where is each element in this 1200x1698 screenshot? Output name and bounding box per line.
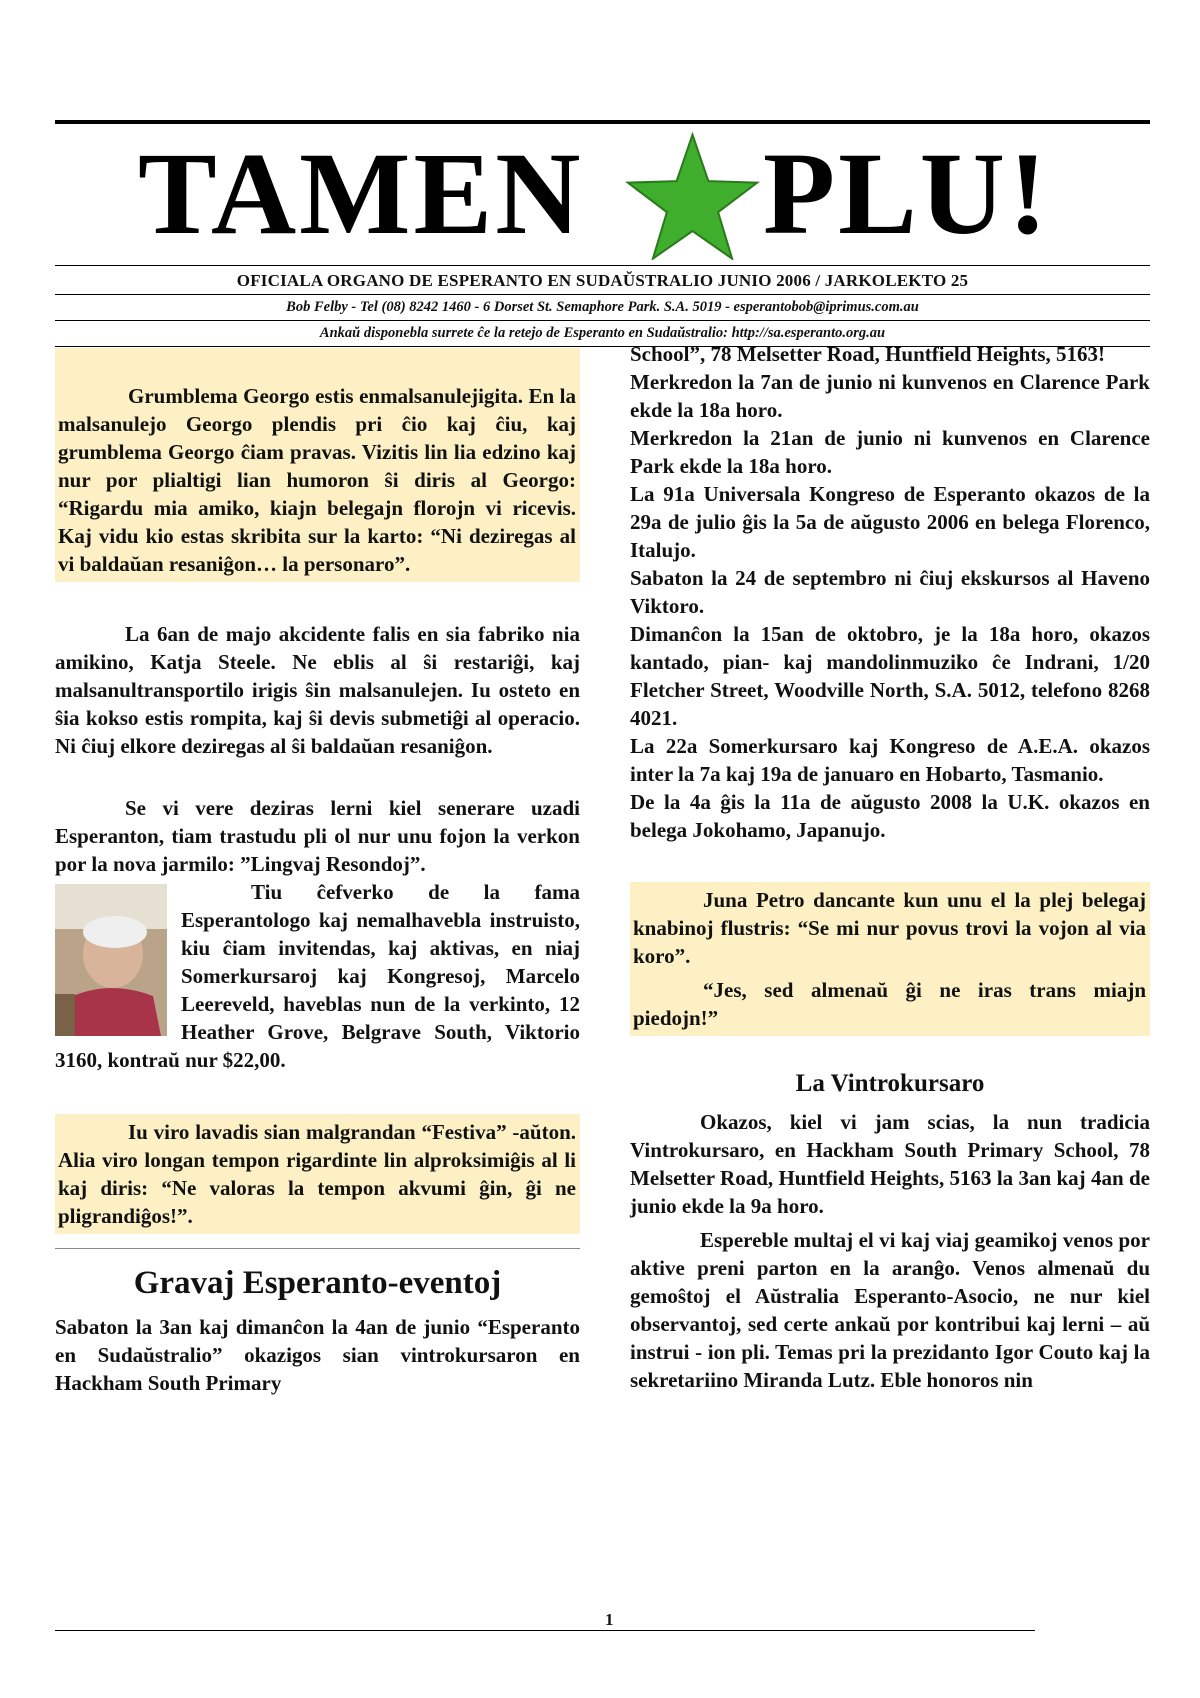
- joke-box-3: [630, 882, 1150, 1036]
- masthead-subtitle: OFICIALA ORGANO DE ESPERANTO EN SUDAŬSTRALIO JUNIO 2006 / JARKOLEKTO 25: [236, 271, 969, 290]
- section-divider: [55, 1248, 580, 1249]
- paragraph-lingvaj-resondoj: Se vi vere deziras lerni kiel senerare uzadi Esperanton, tiam trastudu pli ol nur unu fojon la verkon por la nova jarmilo: ”Lingvaj Resondoj”.: [55, 796, 580, 876]
- footer-rule: [55, 1630, 1035, 1631]
- joke-petro-answer: “Jes, sed almenaŭ ĝi ne iras trans miajn piedojn!”: [633, 978, 1146, 1030]
- photo-shirt: [65, 988, 161, 1036]
- vintrokursaro-paragraph-2: Espereble multaj el vi kaj viaj geamikoj venos por aktive preni parton en la aranĝo. Venos almenaŭ du gemoŝtoj el Aŭstralia Esperanto-Asocio, ne nur kiel observantoj, sed certe ankaŭ por kontribui kaj lerni – aŭ instrui - ion pli. Temas pri la prezidanto Igor Couto kaj la sekretariino Miranda Lutz. Eble honoros nin: [630, 1228, 1150, 1392]
- joke-box-2: [55, 1114, 580, 1234]
- joke-petro: Juna Petro dancante kun unu el la plej belegaj knabinoj flustris: “Se mi nur povus trovi la vojon al via koro”.: [633, 888, 1146, 968]
- star-shape: [628, 135, 757, 259]
- joke-box-1: [55, 348, 580, 582]
- event-item: Sabaton la 24 de septembro ni ĉiuj ekskursos al Haveno Viktoro.: [630, 566, 1150, 618]
- left-column: [55, 348, 580, 1397]
- masthead: [55, 128, 1150, 258]
- contact-line: Bob Felby - Tel (08) 8242 1460 - 6 Dorset St. Semaphore Park. S.A. 5019 - esperantobob@iprimus.com.au: [286, 299, 919, 315]
- event-item: La 91a Universala Kongreso de Esperanto okazos de la 29a de julio ĝis la 5a de aŭgusto 2006 en belega Florenco, Italujo.: [630, 482, 1150, 562]
- page-number: 1: [605, 1610, 614, 1629]
- paragraph-marcelo: Tiu ĉefverko de la fama Esperantologo kaj nemalhavebla instruisto, kiu ĉiam invitendas, kaj aktivas, en niaj Somerkursaroj kaj Kongresoj, Marcelo Leereveld, haveblas nun de la verkinto, 12 Heather Grove, Belgrave South, Viktorio 3160, kontraŭ nur $22,00.: [55, 880, 580, 1072]
- portrait-photo: [55, 884, 167, 1036]
- book-notice: [55, 878, 580, 1074]
- event-item: De la 4a ĝis la 11a de aŭgusto 2008 la U.K. okazos en belega Jokohamo, Japanujo.: [630, 790, 1150, 842]
- photo-shadow: [55, 994, 75, 1036]
- masthead-top-rule: [55, 120, 1150, 124]
- heading-events: Gravaj Esperanto-eventoj: [133, 1265, 502, 1301]
- info-rule-1: [55, 265, 1150, 266]
- paragraph-katja: La 6an de majo akcidente falis en sia fabriko nia amikino, Katja Steele. Ne eblis al ŝi restariĝi, kaj malsanultransportilo irigis ŝin malsanulejen. Iu osteto en ŝia kokso estis rompita, kaj ŝi devis submetiĝi al operacio. Ni ĉiuj elkore deziregas al ŝi baldaŭan resaniĝon.: [55, 622, 580, 758]
- event-item: La 22a Somerkursaro kaj Kongreso de A.E.A. okazos inter la 7a kaj 19a de januaro en Hobarto, Tasmanio.: [630, 734, 1150, 786]
- events-intro-continued: School”, 78 Melsetter Road, Huntfield Heights, 5163!: [630, 342, 1106, 366]
- info-rule-3: [55, 320, 1150, 321]
- joke-festiva: Iu viro lavadis sian malgrandan “Festiva” -aŭton. Alia viro longan tempon rigardinte lin alproksimiĝis al li kaj diris: “Ne valoras la tempon akvumi ĝin, ĝi ne pligrandiĝos!”.: [58, 1120, 576, 1228]
- event-item: Merkredon la 7an de junio ni kunvenos en Clarence Park ekde la 18a horo.: [630, 370, 1150, 422]
- joke-georgo: Grumblema Georgo estis enmalsanulejigita. En la malsanulejo Georgo plendis pri ĉio kaj ĉiu, kaj grumblema Georgo ĉiam pravas. Vizitis lin lia edzino kaj nur por plialtigi lian humoron ŝi diris al Georgo: “Rigardu mia amiko, kiajn belegajn florojn vi ricevis. Kaj vidu kio estas skribita sur la karto: “Ni deziregas al vi baldaŭan resaniĝon… la personaro”.: [58, 384, 576, 576]
- photo-hair: [83, 916, 147, 948]
- event-item: Dimanĉon la 15an de oktobro, je la 18a horo, okazos kantado, pian- kaj mandolinmuziko ĉe Indrani, 1/20 Fletcher Street, Woodville North, S.A. 5012, telefono 8268 4021.: [630, 622, 1150, 730]
- heading-vintrokursaro: La Vintrokursaro: [795, 1070, 985, 1097]
- info-rule-2: [55, 294, 1150, 295]
- vintrokursaro-paragraph-1: Okazos, kiel vi jam scias, la nun tradicia Vintrokursaro, en Hackham South Primary School, 78 Melsetter Road, Huntfield Heights, 5163 la 3an kaj 4an de junio ekde la 9a horo.: [630, 1110, 1150, 1218]
- events-intro: Sabaton la 3an kaj dimanĉon la 4an de junio “Esperanto en Sudaŭstralio” okazigos sian vintrokursaron en Hackham South Primary: [55, 1315, 580, 1395]
- masthead-title-right: PLU!: [763, 128, 1051, 259]
- green-star-icon: [625, 132, 760, 260]
- newsletter-page: [55, 0, 1150, 1698]
- event-item: Merkredon la 21an de junio ni kunvenos en Clarence Park ekde la 18a horo.: [630, 426, 1150, 478]
- masthead-title-left: TAMEN: [138, 128, 584, 259]
- website-line: Ankaŭ disponebla surrete ĉe la retejo de Esperanto en Sudaŭstralio: http://sa.esperanto.org.au: [319, 325, 886, 341]
- right-column: [630, 342, 1150, 1394]
